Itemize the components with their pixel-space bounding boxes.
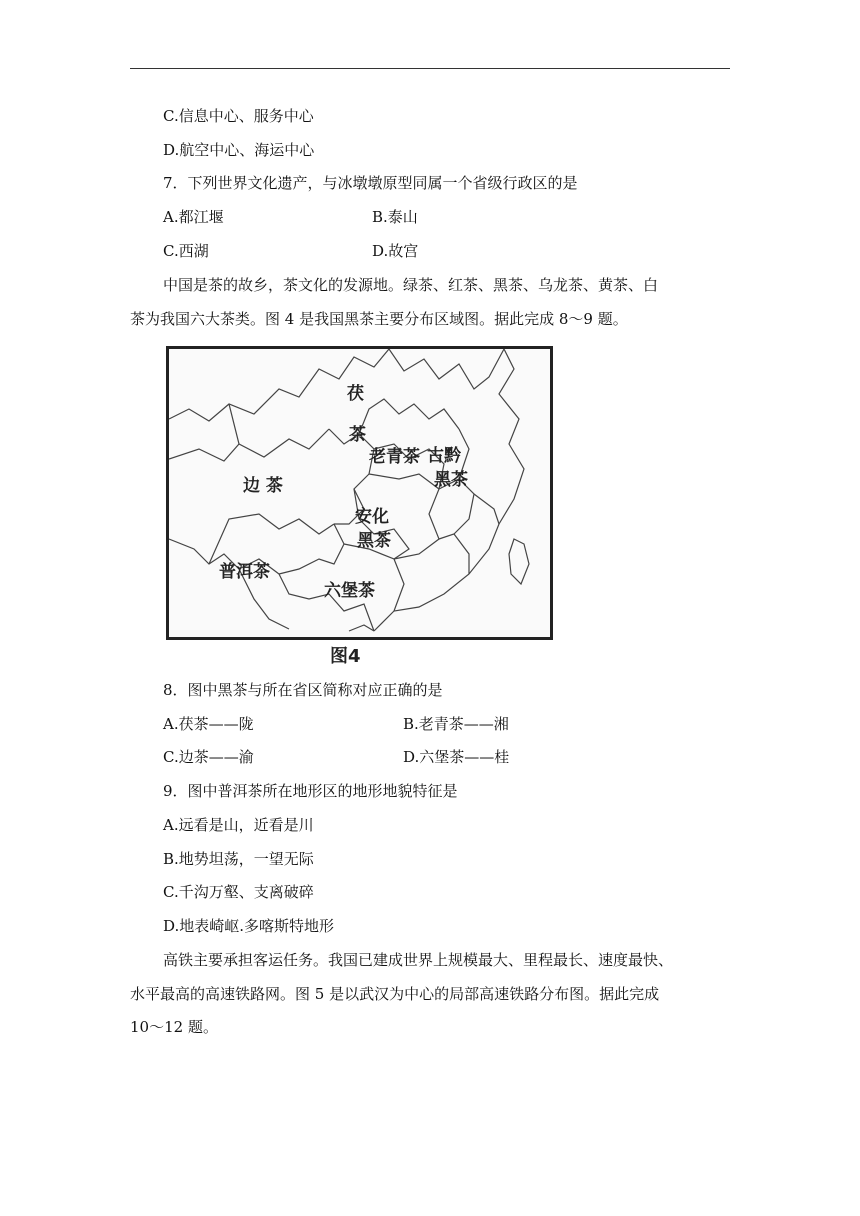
label-puer: 普洱茶 <box>219 562 270 582</box>
q7-option-d: D.故宫 <box>372 242 419 260</box>
q6-option-d: D.航空中心、海运中心 <box>163 141 315 159</box>
tea-passage-line1: 中国是茶的故乡，茶文化的发源地。绿茶、红茶、黑茶、乌龙茶、黄茶、白 <box>163 276 659 294</box>
q8-option-a: A.茯茶——陇 <box>163 715 254 733</box>
q8-stem: 8．图中黑茶与所在省区简称对应正确的是 <box>163 681 443 699</box>
q6-option-c: C.信息中心、服务中心 <box>163 107 314 125</box>
q7-option-c: C.西湖 <box>163 242 209 260</box>
q8-option-c: C.边茶——渝 <box>163 748 254 766</box>
label-gu-2: 黑茶 <box>434 470 468 490</box>
q9-option-d: D.地表崎岖.多喀斯特地形 <box>163 917 335 935</box>
label-laoqing: 老青茶 <box>369 447 420 467</box>
q8-option-d: D.六堡茶——桂 <box>403 748 510 766</box>
q7-stem: 7．下列世界文化遗产，与冰墩墩原型同属一个省级行政区的是 <box>163 174 578 192</box>
q9-stem: 9．图中普洱茶所在地形区的地形地貌特征是 <box>163 782 458 800</box>
q9-option-c: C.千沟万壑、支离破碎 <box>163 883 314 901</box>
label-gu-1: 古黔 <box>427 446 461 466</box>
rail-passage-line3: 10～12 题。 <box>130 1018 218 1036</box>
figure-4-tea-map <box>160 342 553 667</box>
q7-option-b: B.泰山 <box>372 208 418 226</box>
figure-caption: 图4 <box>330 646 361 667</box>
label-anhua-2: 黑茶 <box>357 531 391 551</box>
label-anhua-1: 安化 <box>355 507 389 527</box>
label-bian: 边 茶 <box>243 476 283 496</box>
tea-passage-line2: 茶为我国六大茶类。图 4 是我国黑茶主要分布区域图。据此完成 8～9 题。 <box>130 310 628 328</box>
q9-option-b: B.地势坦荡，一望无际 <box>163 850 314 868</box>
rail-passage-line1: 高铁主要承担客运任务。我国已建成世界上规模最大、里程最长、速度最快、 <box>163 951 674 969</box>
label-fu-2: 茶 <box>349 425 366 445</box>
map-frame <box>166 346 553 640</box>
label-fu-1: 茯 <box>347 384 364 404</box>
q9-option-a: A.远看是山，近看是川 <box>163 816 314 834</box>
q7-option-a: A.都江堰 <box>163 208 224 226</box>
q8-option-b: B.老青茶——湘 <box>403 715 509 733</box>
label-liubao: 六堡茶 <box>324 581 375 601</box>
header-rule <box>130 68 730 69</box>
rail-passage-line2: 水平最高的高速铁路网。图 5 是以武汉为中心的局部高速铁路分布图。据此完成 <box>130 985 660 1003</box>
